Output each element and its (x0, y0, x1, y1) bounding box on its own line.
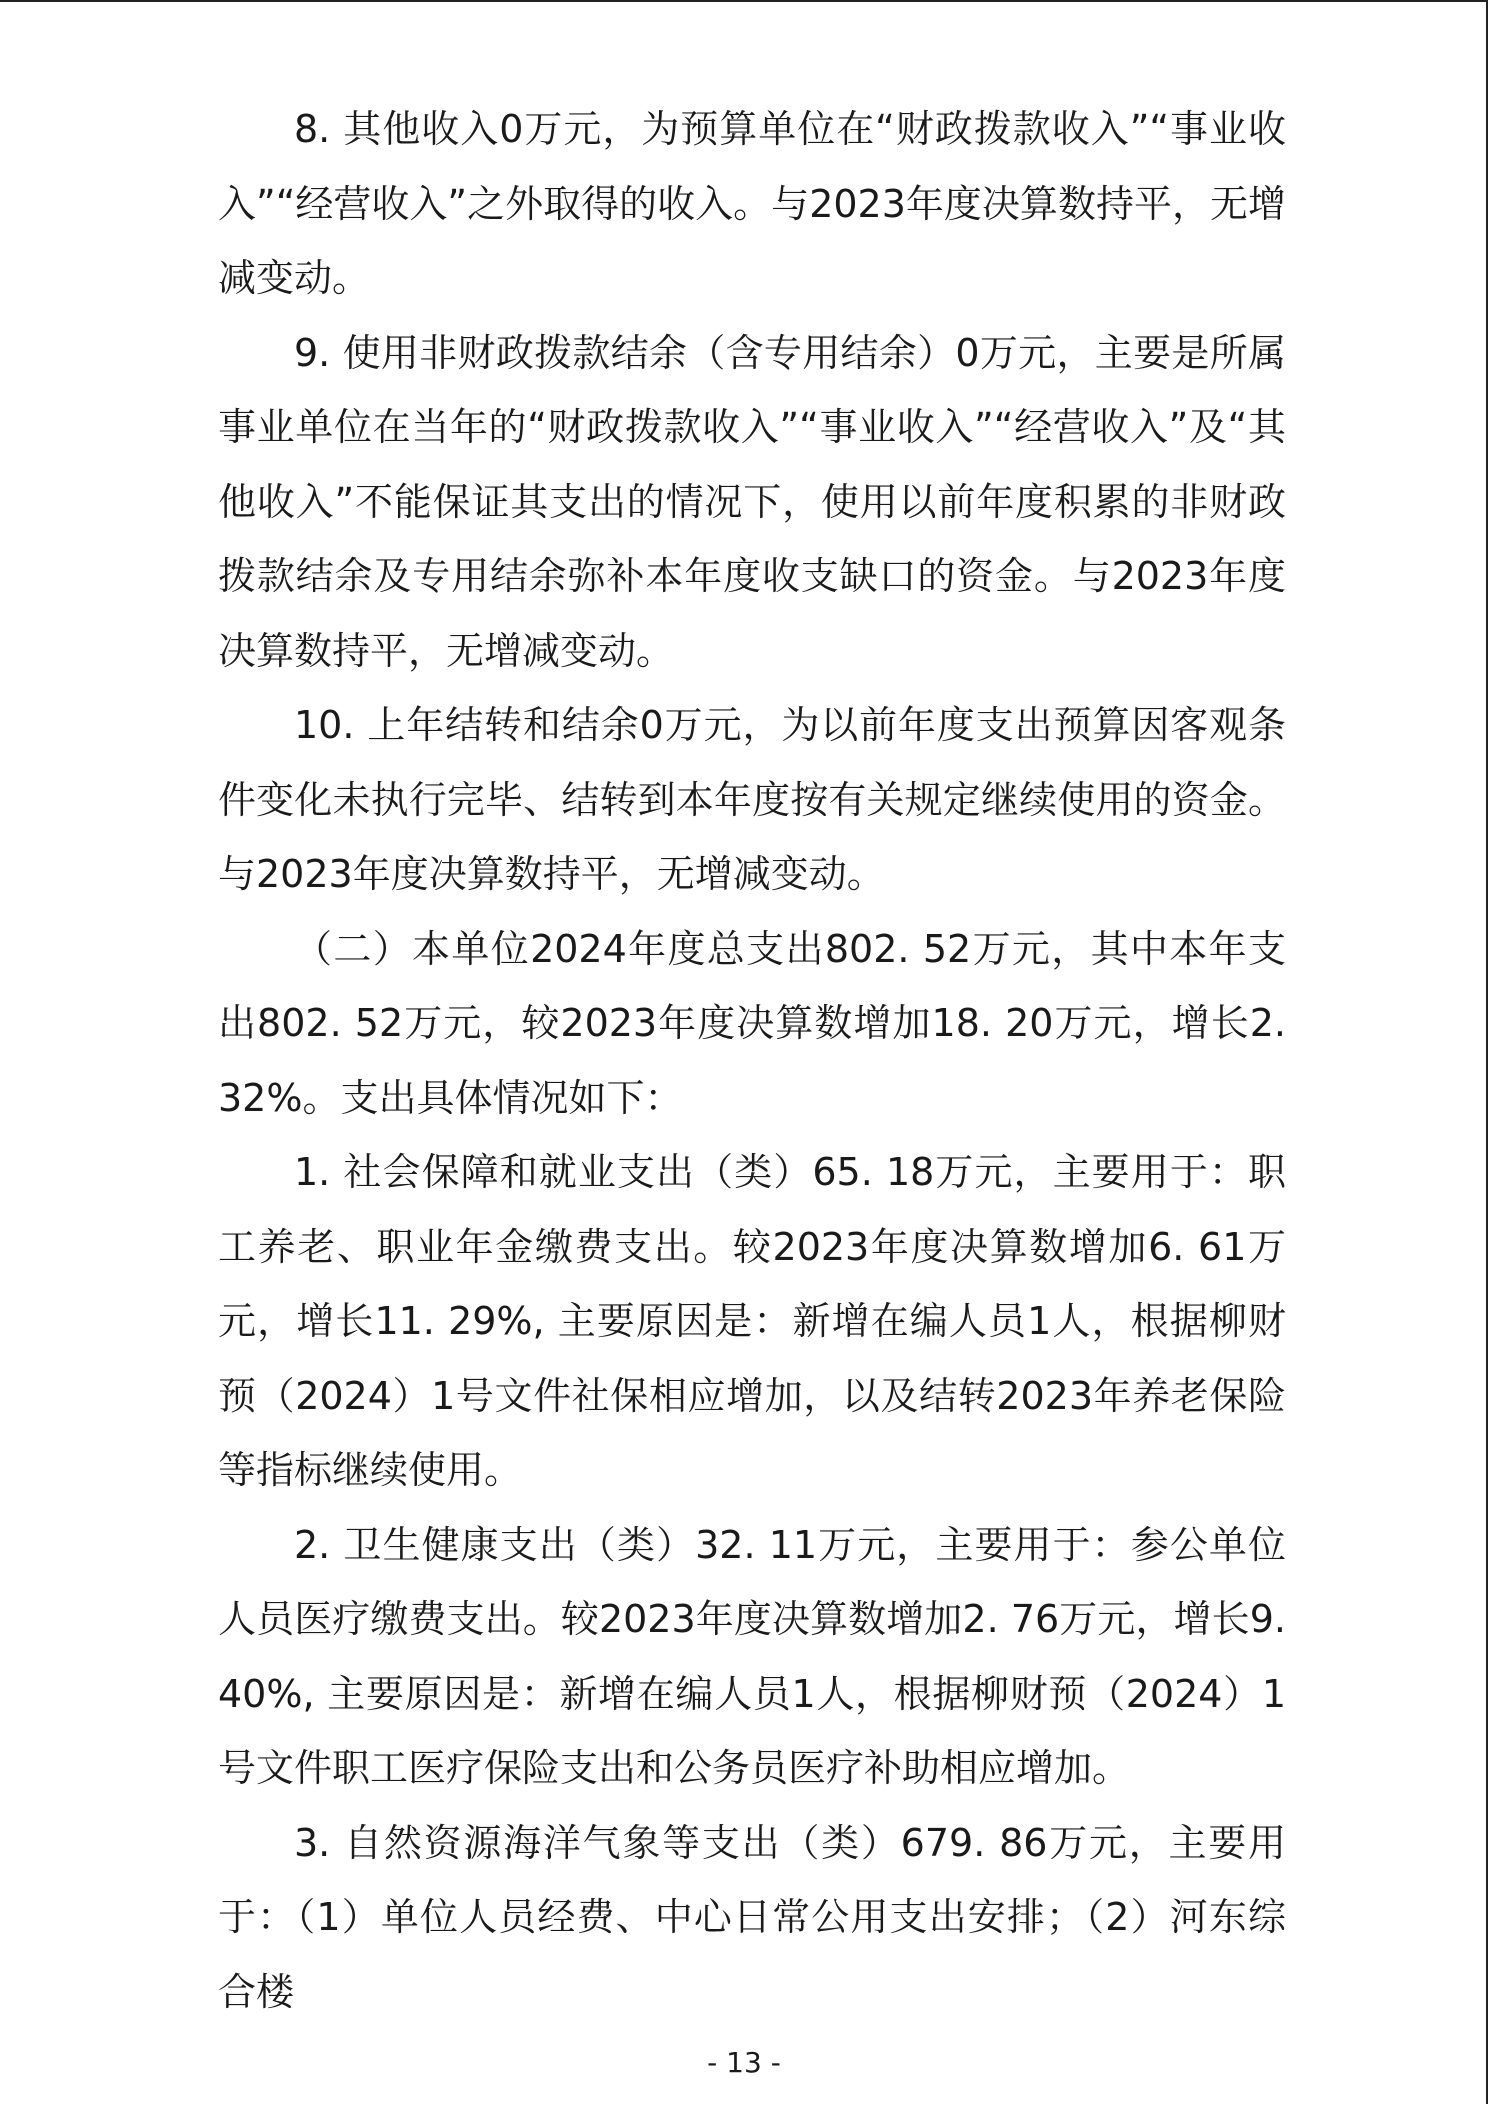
paragraph-social-security: 1. 社会保障和就业支出（类）65. 18万元，主要用于：职工养老、职业年金缴费支出。较2023年度决算数增加6. 61万元，增长11. 29%, 主要原因是：新增在编人员1人，根据柳财预（2024）1号文件社保相应增加，以及结转2023年养老保险等指标继续使用。 (218, 1150, 1286, 1492)
paragraph-health: 2. 卫生健康支出（类）32. 11万元，主要用于：参公单位人员医疗缴费支出。较2023年度决算数增加2. 76万元，增长9. 40%, 主要原因是：新增在编人员1人，根据柳财预（2024）1号文件职工医疗保险支出和公务员医疗补助相应增加。 (218, 1522, 1286, 1790)
page-number: - 13 - (707, 2046, 781, 2079)
paragraph-natural-resources: 3. 自然资源海洋气象等支出（类）679. 86万元，主要用于：（1）单位人员经费、中心日常公用支出安排；（2）河东综合楼 (218, 1820, 1286, 2014)
document-body (218, 92, 1286, 2029)
paragraph-total-expenditure: （二）本单位2024年度总支出802. 52万元，其中本年支出802. 52万元，较2023年度决算数增加18. 20万元，增长2. 32%。支出具体情况如下： (218, 926, 1286, 1120)
paragraph-carryover-balance: 10. 上年结转和结余0万元，为以前年度支出预算因客观条件变化未执行完毕、结转到本年度按有关规定继续使用的资金。与2023年度决算数持平，无增减变动。 (218, 703, 1286, 896)
paragraph-non-fiscal-balance: 9. 使用非财政拨款结余（含专用结余）0万元，主要是所属事业单位在当年的“财政拨款收入”“事业收入”“经营收入”及“其他收入”不能保证其支出的情况下，使用以前年度积累的非财政拨款结余及专用结余弥补本年度收支缺口的资金。与2023年度决算数持平，无增减变动。 (218, 330, 1286, 673)
paragraph-other-income: 8. 其他收入0万元，为预算单位在“财政拨款收入”“事业收入”“经营收入”之外取得的收入。与2023年度决算数持平，无增减变动。 (218, 107, 1286, 300)
